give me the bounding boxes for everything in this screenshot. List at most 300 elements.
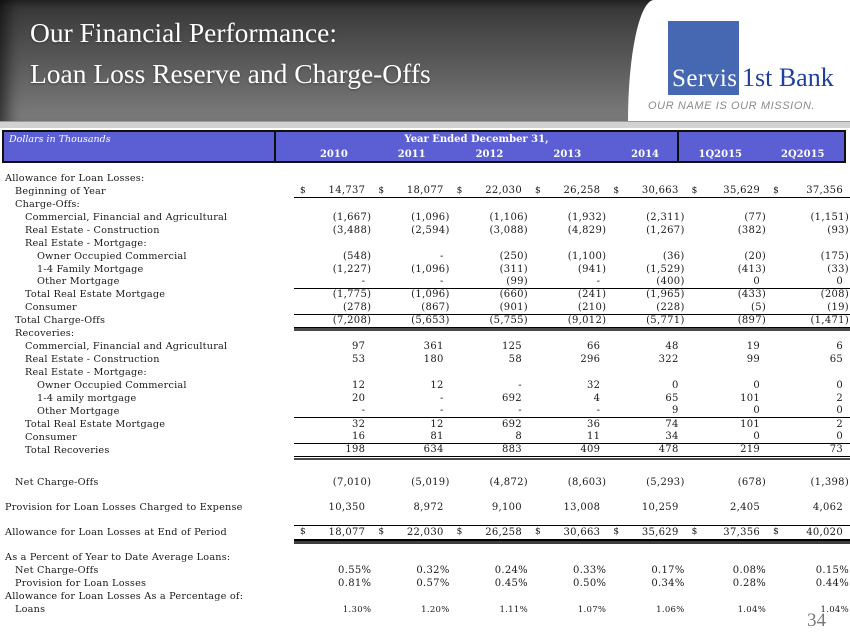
cell-value: 0.08% [732, 565, 767, 577]
table-row [0, 603, 850, 616]
cell-value: 58 [508, 354, 522, 366]
value-cell [294, 392, 372, 405]
cell-value: 0.44% [815, 578, 850, 590]
cell-value: (941) [577, 263, 607, 275]
value-cell [529, 184, 607, 197]
row-values [294, 430, 850, 444]
value-cell [607, 353, 685, 366]
dollar-sign: $ [300, 527, 306, 538]
value-cell [607, 404, 685, 417]
table-row [0, 418, 850, 431]
cell-value: (2,594) [411, 224, 450, 236]
cell-value: 8 [515, 431, 522, 443]
cell-value: (3,488) [332, 224, 372, 236]
value-cell [686, 526, 767, 539]
cell-value: 97 [352, 341, 366, 353]
row-label: Charge-Offs: [15, 198, 81, 210]
cell-value: - [439, 392, 444, 404]
value-cell [607, 501, 685, 514]
cell-value: 12 [430, 418, 444, 430]
dollar-sign: $ [691, 527, 698, 538]
value-cell [294, 288, 372, 301]
value-cell [607, 301, 685, 314]
slide-header [0, 0, 850, 121]
row-values [294, 288, 850, 301]
cell-value: 6 [836, 341, 844, 353]
cell-value: 18,077 [328, 526, 366, 538]
cell-value: (7,208) [332, 314, 372, 326]
row-values [294, 224, 850, 237]
cell-value: (897) [737, 314, 767, 326]
value-cell [451, 379, 529, 392]
value-cell [372, 430, 450, 443]
value-cell [607, 443, 685, 456]
cell-value: 66 [586, 341, 601, 353]
table-row [0, 185, 850, 198]
value-cell [607, 224, 685, 237]
row-label: Net Charge-Offs [15, 565, 99, 577]
cell-value: 19 [746, 341, 761, 353]
title-line-2: Loan Loss Reserve and Charge-Offs [30, 58, 431, 89]
value-cell [372, 476, 450, 489]
value-cell [451, 275, 529, 288]
value-cell [529, 250, 607, 263]
value-cell [372, 237, 450, 250]
table-row [0, 340, 850, 353]
value-cell [607, 327, 685, 340]
row-label: Real Estate - Mortgage: [25, 237, 147, 249]
value-cell [607, 237, 685, 250]
value-cell [372, 224, 450, 237]
value-cell [529, 353, 607, 366]
cell-value: (1,965) [646, 289, 685, 301]
value-cell [686, 301, 767, 314]
value-cell [767, 392, 850, 405]
value-cell [607, 263, 685, 276]
value-cell [529, 327, 607, 340]
value-cell [767, 501, 850, 514]
value-cell [451, 288, 529, 301]
value-cell [294, 327, 372, 340]
value-cell [529, 590, 607, 603]
value-cell [686, 551, 767, 564]
row-values [294, 327, 850, 340]
dollar-sign: $ [613, 185, 620, 196]
cell-value: (241) [577, 289, 607, 301]
row-label: Total Real Estate Mortgage [25, 289, 166, 301]
value-cell [372, 198, 450, 211]
row-values [294, 418, 850, 431]
column-header-2011: 2011 [397, 148, 426, 160]
value-cell [529, 172, 607, 185]
value-cell [686, 198, 767, 211]
cell-value: 0.28% [732, 578, 767, 590]
value-cell [686, 577, 767, 590]
cell-value: 65 [665, 392, 679, 404]
cell-value: 12 [352, 379, 366, 391]
value-cell [767, 263, 850, 276]
cell-value: (1,775) [332, 289, 372, 301]
value-cell [607, 314, 685, 327]
value-cell [686, 404, 767, 417]
value-cell [372, 501, 450, 514]
value-cell [607, 379, 685, 392]
cell-value: 883 [501, 444, 522, 456]
value-cell [607, 551, 685, 564]
value-cell [529, 476, 607, 489]
cell-value: 0 [671, 379, 679, 391]
value-cell [372, 184, 450, 197]
cell-value: 101 [740, 418, 761, 430]
row-label: Consumer [25, 431, 77, 443]
logo-panel [628, 0, 850, 121]
cell-value: 0.57% [416, 578, 450, 590]
value-cell [607, 526, 685, 539]
value-cell [607, 366, 685, 379]
table-row [0, 172, 850, 185]
cell-value: 0.55% [338, 565, 372, 577]
value-cell [294, 250, 372, 263]
cell-value: (19) [827, 301, 850, 313]
cell-value: (228) [656, 301, 685, 313]
value-cell [529, 301, 607, 314]
cell-value: 35,629 [641, 526, 679, 538]
row-label: Loans [15, 604, 46, 616]
row-label: 1-4 amily mortgage [37, 392, 137, 404]
value-cell [372, 526, 450, 539]
value-cell [451, 603, 529, 616]
table-row [0, 263, 850, 276]
cell-value: - [439, 405, 444, 417]
row-label: Total Real Estate Mortgage [25, 418, 166, 430]
value-cell [529, 526, 607, 539]
cell-value: 0.34% [651, 578, 685, 590]
cell-value: (1,932) [567, 211, 607, 223]
cell-value: 125 [501, 341, 522, 353]
value-cell [767, 564, 850, 577]
cell-value: 0 [753, 431, 761, 443]
value-cell [686, 327, 767, 340]
cell-value: 11 [586, 431, 601, 443]
value-cell [529, 392, 607, 405]
row-label: Owner Occupied Commercial [37, 250, 187, 262]
value-cell [294, 404, 372, 417]
value-cell [607, 577, 685, 590]
table-row [0, 327, 850, 340]
value-cell [451, 392, 529, 405]
value-cell [686, 603, 767, 616]
value-cell [451, 263, 529, 276]
value-cell [372, 327, 450, 340]
value-cell [372, 404, 450, 417]
value-cell [767, 340, 850, 353]
value-cell [294, 501, 372, 514]
cell-value: (901) [499, 301, 528, 313]
cell-value: (1,096) [411, 289, 450, 301]
column-header-1q2015: 1Q2015 [698, 148, 742, 160]
cell-value: 26,258 [485, 526, 522, 538]
cell-value: 73 [829, 444, 844, 456]
value-cell [607, 184, 685, 197]
cell-value: (77) [744, 211, 767, 223]
value-cell [767, 577, 850, 590]
cell-value: - [439, 275, 444, 287]
value-cell [294, 263, 372, 276]
value-cell [529, 340, 607, 353]
value-cell [529, 263, 607, 276]
table-row [0, 577, 850, 590]
cell-value: 1.04% [737, 604, 767, 615]
spacer-row [0, 489, 850, 501]
row-label: As a Percent of Year to Date Average Loans: [5, 552, 231, 564]
value-cell [294, 476, 372, 489]
cell-value: 18,077 [406, 185, 444, 197]
cell-value: (5,293) [646, 476, 685, 488]
value-cell [451, 526, 529, 539]
cell-value: (1,667) [332, 211, 372, 223]
value-cell [372, 577, 450, 590]
value-cell [294, 184, 372, 197]
cell-value: (1,398) [810, 476, 850, 488]
row-values [294, 404, 850, 418]
cell-value: (1,100) [567, 250, 607, 262]
value-cell [686, 275, 767, 288]
table-row [0, 379, 850, 392]
table-row [0, 198, 850, 211]
cell-value: 0.45% [494, 578, 528, 590]
cell-value: 35,629 [723, 185, 761, 197]
value-cell [767, 250, 850, 263]
cell-value: 0.17% [651, 565, 685, 577]
cell-value: (5) [751, 301, 767, 313]
cell-value: 219 [740, 444, 761, 456]
value-cell [529, 314, 607, 327]
cell-value: 692 [501, 392, 522, 404]
cell-value: 1.06% [656, 604, 685, 615]
value-cell [607, 211, 685, 224]
value-cell [372, 603, 450, 616]
cell-value: (93) [827, 224, 850, 236]
cell-value: 0 [836, 379, 844, 391]
value-cell [451, 590, 529, 603]
value-cell [607, 340, 685, 353]
value-cell [451, 430, 529, 443]
value-cell [294, 275, 372, 288]
dollar-sign: $ [613, 527, 620, 538]
units-label-cell [4, 132, 276, 161]
value-cell [372, 288, 450, 301]
value-cell [767, 314, 850, 327]
row-label: Real Estate - Mortgage: [25, 367, 147, 379]
row-values [294, 237, 850, 250]
value-cell [529, 288, 607, 301]
table-row [0, 405, 850, 418]
cell-value: 30,663 [641, 185, 679, 197]
cell-value: (7,010) [332, 476, 372, 488]
value-cell [294, 237, 372, 250]
value-cell [372, 314, 450, 327]
row-values [294, 314, 850, 328]
table-row [0, 476, 850, 489]
value-cell [529, 275, 607, 288]
row-label: Allowance for Loan Losses at End of Period [5, 527, 227, 539]
cell-value: 478 [658, 444, 679, 456]
cell-value: 1.11% [499, 604, 528, 615]
cell-value: 0 [753, 275, 761, 287]
cell-value: - [518, 405, 522, 417]
value-cell [294, 224, 372, 237]
row-label: Provision for Loan Losses [15, 578, 147, 590]
row-values [294, 301, 850, 315]
value-cell [607, 250, 685, 263]
table-row [0, 392, 850, 405]
cell-value: 2,405 [729, 501, 761, 513]
value-cell [372, 392, 450, 405]
cell-value: 0 [836, 431, 844, 443]
value-cell [686, 590, 767, 603]
table-row [0, 590, 850, 603]
table-row [0, 527, 850, 540]
row-values [294, 525, 850, 541]
cell-value: 14,737 [328, 185, 366, 197]
row-label: Other Mortgage [37, 276, 120, 288]
row-label: Net Charge-Offs [15, 476, 99, 488]
row-values [294, 551, 850, 564]
cell-value: 12 [430, 379, 444, 391]
cell-value: (1,096) [411, 211, 450, 223]
value-cell [451, 366, 529, 379]
value-cell [372, 418, 450, 431]
dollar-sign: $ [534, 185, 541, 196]
value-cell [451, 237, 529, 250]
value-cell [607, 198, 685, 211]
value-cell [294, 430, 372, 443]
row-values [294, 577, 850, 590]
cell-value: (1,151) [810, 211, 850, 223]
row-label: Commercial, Financial and Agricultural [25, 341, 228, 353]
value-cell [767, 366, 850, 379]
row-values [294, 172, 850, 185]
table-row [0, 431, 850, 444]
value-cell [767, 237, 850, 250]
cell-value: 1.04% [820, 604, 850, 615]
dollar-sign: $ [456, 185, 463, 196]
logo-text-1st-bank: 1st Bank [742, 63, 834, 92]
value-cell [294, 314, 372, 327]
dollar-sign: $ [691, 185, 698, 196]
value-cell [372, 443, 450, 456]
cell-value: 32 [586, 379, 601, 391]
cell-value: 0 [836, 275, 844, 287]
value-cell [767, 224, 850, 237]
value-cell [686, 314, 767, 327]
value-cell [529, 224, 607, 237]
value-cell [686, 564, 767, 577]
cell-value: 0.50% [573, 578, 607, 590]
cell-value: 30,663 [563, 526, 601, 538]
cell-value: (9,012) [567, 314, 607, 326]
cell-value: 1.20% [421, 604, 450, 615]
value-cell [686, 430, 767, 443]
cell-value: 26,258 [563, 185, 601, 197]
value-cell [294, 564, 372, 577]
value-cell [372, 250, 450, 263]
value-cell [767, 184, 850, 197]
cell-value: 74 [665, 418, 679, 430]
row-label: Owner Occupied Commercial [37, 379, 187, 391]
dollar-sign: $ [378, 527, 385, 538]
value-cell [529, 198, 607, 211]
cell-value: 16 [352, 431, 366, 443]
value-cell [451, 418, 529, 431]
value-cell [767, 443, 850, 456]
header-divider [0, 121, 850, 128]
table-row [0, 366, 850, 379]
value-cell [607, 418, 685, 431]
dollar-sign: $ [773, 185, 779, 196]
row-label: 1-4 Family Mortgage [37, 263, 144, 275]
value-cell [767, 404, 850, 417]
value-cell [686, 366, 767, 379]
value-cell [372, 172, 450, 185]
row-label: Allowance for Loan Losses As a Percentage of: [5, 591, 244, 603]
value-cell [451, 501, 529, 514]
cell-value: 13,008 [563, 501, 601, 513]
row-values [294, 603, 850, 616]
cell-value: 692 [501, 418, 522, 430]
units-label: Dollars in Thousands [9, 134, 111, 145]
row-values [294, 392, 850, 405]
column-header-2014: 2014 [631, 148, 659, 160]
value-cell [372, 564, 450, 577]
value-cell [529, 366, 607, 379]
cell-value: 8,972 [413, 501, 444, 513]
value-cell [372, 340, 450, 353]
value-cell [767, 327, 850, 340]
cell-value: (250) [499, 250, 528, 262]
cell-value: 32 [352, 418, 366, 430]
row-values [294, 250, 850, 263]
value-cell [294, 211, 372, 224]
cell-value: 1.07% [577, 604, 607, 615]
row-values [294, 443, 850, 457]
cell-value: 0.15% [815, 565, 850, 577]
cell-value: 0 [753, 379, 761, 391]
value-cell [529, 211, 607, 224]
column-header-2013: 2013 [553, 148, 582, 160]
value-cell [529, 443, 607, 456]
cell-value: 9,100 [491, 501, 522, 513]
value-cell [294, 353, 372, 366]
table-row [0, 224, 850, 237]
value-cell [607, 590, 685, 603]
value-cell [686, 501, 767, 514]
value-cell [686, 224, 767, 237]
row-label: Consumer [25, 302, 77, 314]
row-values [294, 340, 850, 353]
row-label: Provision for Loan Losses Charged to Expense [5, 501, 243, 513]
table-row [0, 250, 850, 263]
cell-value: 22,030 [406, 526, 444, 538]
value-cell [767, 211, 850, 224]
value-cell [767, 526, 850, 539]
value-cell [529, 577, 607, 590]
row-values [294, 501, 850, 514]
value-cell [686, 340, 767, 353]
year-section-header [276, 132, 679, 161]
cell-value: 2 [836, 392, 844, 404]
value-cell [451, 198, 529, 211]
